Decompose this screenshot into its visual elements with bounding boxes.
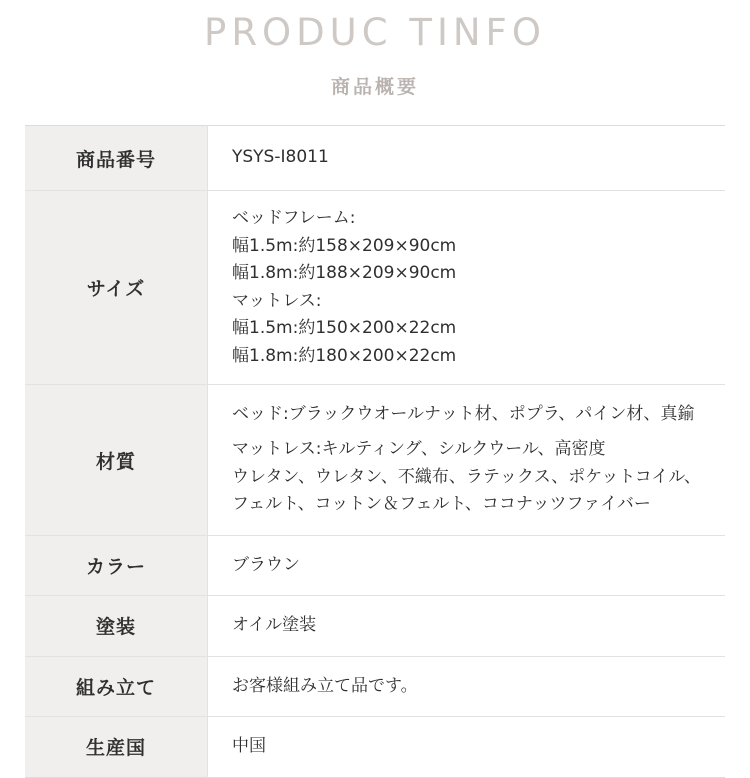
spec-line: 幅1.5m:約158×209×90cm <box>232 235 457 256</box>
spec-value-country <box>208 717 726 778</box>
page-subtitle: 商品概要 <box>330 76 419 99</box>
page-title: PRODUC TINFO <box>204 11 546 54</box>
spec-line: ベッド:ブラックウオールナット材、ポプラ、パイン材、真鍮 <box>232 404 695 425</box>
spec-line: ウレタン、ウレタン、不織布、ラテックス、ポケットコイル、 <box>232 466 701 487</box>
spec-value-size <box>208 191 726 385</box>
spec-label-finish: 塗装 <box>25 596 208 657</box>
spec-label-assembly: 組み立て <box>25 656 208 717</box>
spec-value-product-number <box>208 126 726 191</box>
spec-line: オイル塗装 <box>232 615 317 636</box>
spec-line: 幅1.8m:約188×209×90cm <box>232 263 457 284</box>
spec-line: お客様組み立て品です。 <box>232 675 418 696</box>
spacer <box>232 429 725 436</box>
spec-label-size: サイズ <box>25 191 208 385</box>
spec-line: 幅1.8m:約180×200×22cm <box>232 345 457 366</box>
product-spec-table <box>25 125 725 777</box>
spec-line: YSYS-I8011 <box>232 147 329 168</box>
spec-value-color <box>208 535 726 596</box>
table-row <box>25 191 725 385</box>
page-header <box>0 0 750 99</box>
spec-line: 中国 <box>232 736 266 757</box>
spec-line: フェルト、コットン＆フェルト、ココナッツファイバー <box>232 494 651 515</box>
spec-label-product-number: 商品番号 <box>25 126 208 191</box>
table-row <box>25 385 725 535</box>
table-row <box>25 717 725 778</box>
spec-label-color: カラー <box>25 535 208 596</box>
spec-label-country: 生産国 <box>25 717 208 778</box>
table-row <box>25 596 725 657</box>
spec-line: ブラウン <box>232 554 300 575</box>
spec-value-assembly <box>208 656 726 717</box>
spec-line: ベッドフレーム: <box>232 208 356 229</box>
spec-line: 幅1.5m:約150×200×22cm <box>232 318 457 339</box>
spec-table-body <box>25 126 725 777</box>
spec-line: マットレス: <box>232 290 322 311</box>
table-row <box>25 126 725 191</box>
table-row <box>25 656 725 717</box>
spec-value-material <box>208 385 726 535</box>
spec-line: マットレス:キルティング、シルクウール、高密度 <box>232 438 606 459</box>
spec-label-material: 材質 <box>25 385 208 535</box>
table-row <box>25 535 725 596</box>
spec-value-finish <box>208 596 726 657</box>
